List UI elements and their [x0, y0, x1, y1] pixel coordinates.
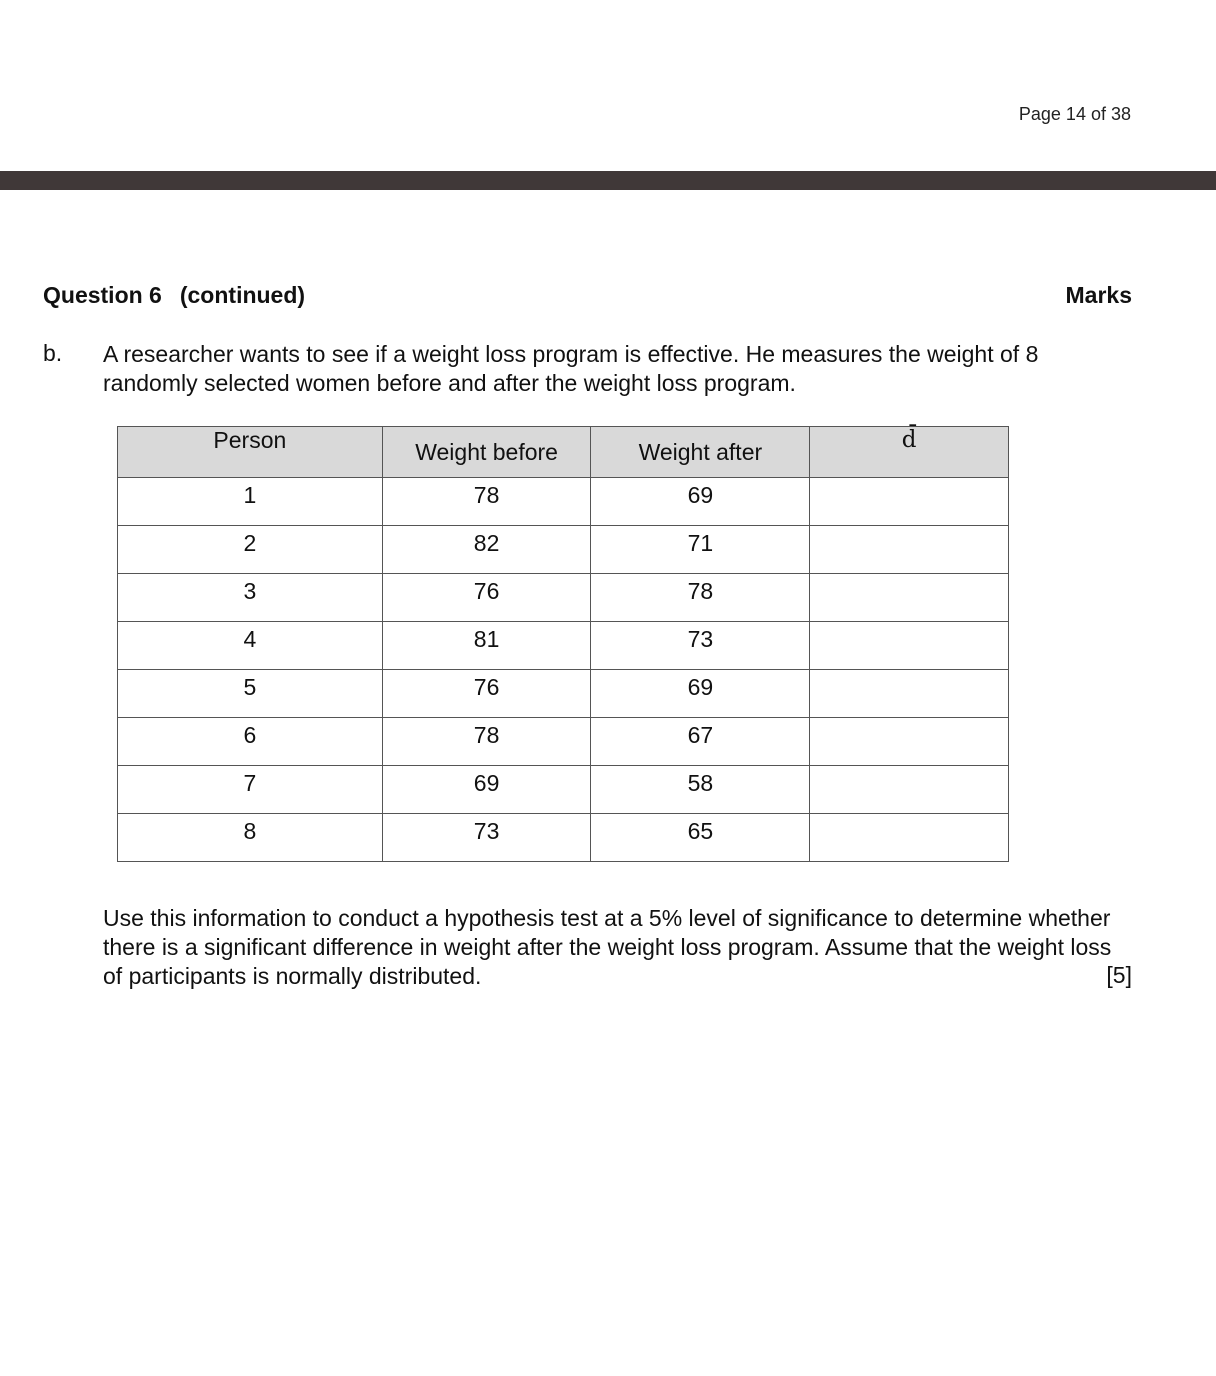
header-weight-after: Weight after — [591, 427, 810, 478]
cell-person: 4 — [118, 622, 383, 670]
marks-heading: Marks — [1065, 282, 1132, 308]
cell-weight-after: 65 — [591, 814, 810, 862]
table-row — [118, 718, 1009, 766]
table-row — [118, 814, 1009, 862]
cell-weight-after: 67 — [591, 718, 810, 766]
cell-weight-before: 69 — [382, 766, 591, 814]
cell-person: 3 — [118, 574, 383, 622]
cell-weight-before: 78 — [382, 718, 591, 766]
part-intro-text: A researcher wants to see if a weight loss program is effective. He measures the weight of 8 randomly selected women before and after the weight loss program. — [103, 341, 1039, 396]
cell-weight-after: 73 — [591, 622, 810, 670]
cell-weight-before: 73 — [382, 814, 591, 862]
cell-d-bar — [810, 718, 1009, 766]
header-weight-before: Weight before — [382, 427, 591, 478]
table-header-row — [118, 427, 1009, 478]
table-row — [118, 574, 1009, 622]
cell-weight-after: 69 — [591, 670, 810, 718]
cell-person: 7 — [118, 766, 383, 814]
instruction-text: Use this information to conduct a hypothesis test at a 5% level of significance to determine whether there is a significant difference in weight after the weight loss program. Assume that the weight loss of participants is normally distributed. — [103, 905, 1112, 989]
table-row — [118, 478, 1009, 526]
cell-d-bar — [810, 478, 1009, 526]
marks-value: [5] — [1106, 962, 1132, 988]
table-row — [118, 622, 1009, 670]
header-d-bar: d̄ — [810, 427, 1009, 478]
cell-person: 2 — [118, 526, 383, 574]
table-row — [118, 526, 1009, 574]
cell-d-bar — [810, 574, 1009, 622]
cell-weight-before: 76 — [382, 574, 591, 622]
cell-weight-after: 58 — [591, 766, 810, 814]
cell-weight-before: 82 — [382, 526, 591, 574]
cell-person: 6 — [118, 718, 383, 766]
cell-weight-after: 78 — [591, 574, 810, 622]
page-number: Page 14 of 38 — [1018, 104, 1131, 124]
cell-person: 1 — [118, 478, 383, 526]
header-divider-bar — [0, 171, 1216, 190]
cell-weight-after: 69 — [591, 478, 810, 526]
cell-person: 5 — [118, 670, 383, 718]
header-person: Person — [118, 427, 383, 478]
cell-weight-before: 81 — [382, 622, 591, 670]
table-row — [118, 766, 1009, 814]
question-heading — [43, 282, 305, 309]
cell-person: 8 — [118, 814, 383, 862]
cell-weight-after: 71 — [591, 526, 810, 574]
cell-d-bar — [810, 814, 1009, 862]
cell-weight-before: 78 — [382, 478, 591, 526]
table-row — [118, 670, 1009, 718]
cell-d-bar — [810, 766, 1009, 814]
question-title: Question 6 — [43, 282, 162, 308]
cell-d-bar — [810, 670, 1009, 718]
weight-data-table — [117, 426, 1009, 862]
question-continued: (continued) — [179, 282, 306, 308]
cell-d-bar — [810, 526, 1009, 574]
part-label: b. — [43, 340, 63, 366]
cell-weight-before: 76 — [382, 670, 591, 718]
cell-d-bar — [810, 622, 1009, 670]
